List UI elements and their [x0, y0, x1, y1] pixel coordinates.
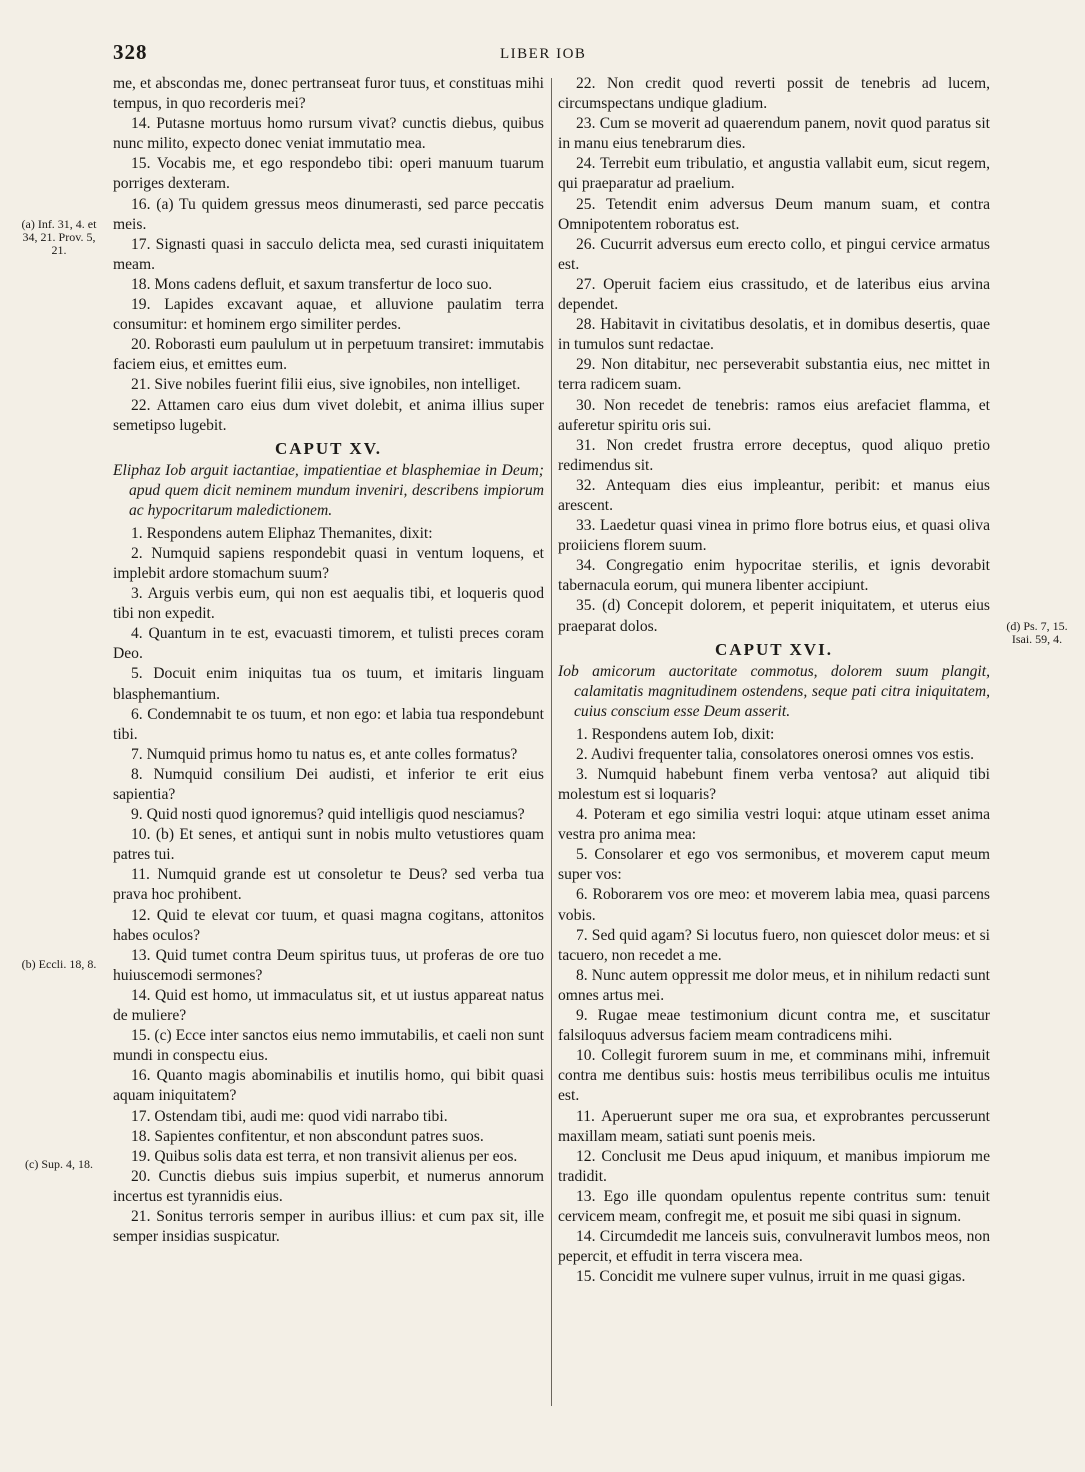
verse-15-25: 25. Tetendit enim adversus Deum manum suam, et contra Omnipotentem roboratus est. — [558, 195, 990, 233]
verse-16-14: 14. Circumdedit me lanceis suis, convulneravit lumbos meos, non pepercit, et effudit in terra viscera mea. — [558, 1228, 990, 1266]
verse-16-12: 12. Conclusit me Deus apud iniquum, et manibus impiorum me tradidit. — [558, 1147, 990, 1185]
running-title: LIBER IOB — [500, 46, 587, 62]
verse-15-28: 28. Habitavit in civitatibus desolatis, et in domibus desertis, quae in tumulos sunt redactae. — [558, 316, 990, 354]
verse-15-31: 31. Non credet frustra errore deceptus, quod aliquo pretio redimendus sit. — [558, 436, 990, 474]
verse-15-34: 34. Congregatio enim hypocritae sterilis, et ignis devorabit tabernacula eorum, qui munera libenter accipiunt. — [558, 557, 990, 595]
chapter-summary-xvi — [558, 662, 990, 722]
verse-15-2: 2. Numquid sapiens respondebit quasi in ventum loquens, et implebit ardore stomachum suum? — [113, 544, 544, 582]
verse-16-6: 6. Roborarem vos ore meo: et moverem labia mea, quasi parcens vobis. — [558, 886, 990, 924]
verse-15-10: 10. (b) Et senes, et antiqui sunt in nobis multo vetustiores quam patres tui. — [113, 826, 544, 864]
verse-16-10: 10. Collegit furorem suum in me, et comminans mihi, infremuit contra me dentibus suis: hostis meus terribilibus oculis me intuitus est. — [558, 1047, 990, 1105]
verse-16-3: 3. Numquid habebunt finem verba ventosa? aut aliquid tibi molestum est si loquaris? — [558, 765, 990, 803]
verse-15-26: 26. Cucurrit adversus eum erecto collo, et pingui cervice armatus est. — [558, 235, 990, 273]
verse-15-14: 14. Quid est homo, ut immaculatus sit, et ut iustus appareat natus de muliere? — [113, 986, 544, 1025]
verse-16-7: 7. Sed quid agam? Si locutus fuero, non quiescet dolor meus: et si tacuero, non recedet a me. — [558, 926, 990, 964]
verse-16-15: 15. Concidit me vulnere super vulnus, irruit in me quasi gigas. — [576, 1268, 966, 1286]
margin-note-b: (b) Eccli. 18, 8. — [21, 957, 97, 971]
verse-15-5: 5. Docuit enim iniquitas tua os tuum, et imitaris linguam blasphemantium. — [113, 665, 544, 703]
verse-15-24: 24. Terrebit eum tribulatio, et angustia vallabit eum, sicut regem, qui praeparatur ad praelium. — [558, 155, 990, 193]
verse-14-17: 17. Signasti quasi in sacculo delicta mea, sed curasti iniquitatem meam. — [113, 235, 544, 273]
verse-15-29: 29. Non ditabitur, nec perseverabit substantia eius, nec mittet in terra radicem suam. — [558, 356, 990, 394]
verse-15-8: 8. Numquid consilium Dei audisti, et inferior te erit eius sapientia? — [113, 765, 544, 803]
verse-15-20: 20. Cunctis diebus suis impius superbit, et numerus annorum incertus est tyrannidis eius. — [113, 1167, 544, 1205]
verse-15-33: 33. Laedetur quasi vinea in primo flore botrus eius, et quasi oliva proiiciens florem suum. — [558, 517, 990, 555]
verse-14-14: 14. Putasne mortuus homo rursum vivat? cunctis diebus, quibus nunc milito, expecto donec veniat immutatio mea. — [113, 115, 544, 153]
chapter-heading-xvi: CAPUT XVI. — [715, 639, 833, 659]
verse-15-23: 23. Cum se moverit ad quaerendum panem, novit quod paratus sit in manu eius tenebrarum dies. — [558, 115, 990, 153]
verse-15-6: 6. Condemnabit te os tuum, et non ego: et labia tua respondebunt tibi. — [113, 705, 544, 743]
verse-continuation: me, et abscondas me, donec pertranseat furor tuus, et constituas mihi tempus, in quo recorderis mei? — [113, 75, 544, 113]
verse-16-13: 13. Ego ille quondam opulentus repente contritus sum: tenuit cervicem meam, confregit me, et posuit me sibi quasi in signum. — [558, 1187, 990, 1225]
right-column — [558, 74, 990, 1287]
verse-15-21: 21. Sonitus terroris semper in auribus illius: et cum pax sit, ille semper insidias suspicatur. — [113, 1207, 544, 1246]
verse-14-15: 15. Vocabis me, et ego respondebo tibi: operi manuum tuarum porriges dexteram. — [113, 155, 544, 193]
verse-15-19: 19. Quibus solis data est terra, et non transivit alienus per eos. — [131, 1147, 518, 1165]
verse-15-18: 18. Sapientes confitentur, et non abscondunt patres suos. — [131, 1127, 484, 1145]
margin-note-d: (d) Ps. 7, 15. Isai. 59, 4. — [1006, 619, 1068, 646]
verse-16-1: 1. Respondens autem Iob, dixit: — [576, 725, 775, 743]
verse-16-2: 2. Audivi frequenter talia, consolatores onerosi omnes vos estis. — [576, 745, 974, 763]
verse-14-18: 18. Mons cadens defluit, et saxum transfertur de loco suo. — [131, 275, 493, 293]
verse-15-27: 27. Operuit faciem eius crassitudo, et de lateribus eius arvina dependet. — [558, 275, 990, 314]
verse-14-16: 16. (a) Tu quidem gressus meos dinumerasti, sed parce peccatis meis. — [113, 195, 544, 233]
verse-15-35: 35. (d) Concepit dolorem, et peperit iniquitatem, et uterus eius praeparat dolos. — [558, 597, 990, 635]
chapter-summary-text: Iob amicorum auctoritate commotus, dolorem suum plangit, calamitatis magnitudinem ostendens, seque pati citra iniquitatem, cuius conscium esse Deum asserit. — [558, 662, 990, 720]
verse-14-22: 22. Attamen caro eius dum vivet dolebit, et anima illius super semetipso lugebit. — [113, 396, 544, 434]
verse-14-20: 20. Roborasti eum paululum ut in perpetuum transiret: immutabis faciem eius, et emittes eum. — [113, 336, 544, 374]
page-number: 328 — [113, 40, 148, 64]
verse-15-3: 3. Arguis verbis eum, qui non est aequalis tibi, et loqueris quod tibi non expedit. — [113, 585, 544, 623]
verse-15-9: 9. Quid nosti quod ignoremus? quid intelligis quod nesciamus? — [131, 806, 525, 824]
verse-15-1: 1. Respondens autem Eliphaz Themanites, dixit: — [131, 524, 433, 542]
chapter-summary-xv — [113, 461, 544, 521]
left-column — [113, 74, 544, 1247]
chapter-summary-text: Eliphaz Iob arguit iactantiae, impatientiae et blasphemiae in Deum; apud quem dicit neminem mundum inveniri, describens impiorum ac hypocritarum maledictionem. — [113, 461, 544, 519]
verse-16-9: 9. Rugae meae testimonium dicunt contra me, et suscitatur falsiloquus adversus faciem meam contradicens mihi. — [558, 1007, 990, 1045]
verse-15-16: 16. Quanto magis abominabilis et inutilis homo, qui bibit quasi aquam iniquitatem? — [113, 1067, 544, 1105]
verse-15-30: 30. Non recedet de tenebris: ramos eius arefaciet flamma, et auferetur spiritu oris sui. — [558, 396, 990, 434]
verse-15-13: 13. Quid tumet contra Deum spiritus tuus, ut proferas de ore tuo huiuscemodi sermones? — [113, 946, 544, 984]
verse-15-32: 32. Antequam dies eius impleantur, peribit: et manus eius arescent. — [558, 476, 990, 514]
margin-note-c: (c) Sup. 4, 18. — [25, 1157, 93, 1171]
column-rule — [551, 78, 552, 1406]
verse-16-5: 5. Consolarer et ego vos sermonibus, et moverem caput meum super vos: — [558, 846, 990, 884]
verse-15-4: 4. Quantum in te est, evacuasti timorem, et tulisti preces coram Deo. — [113, 625, 544, 663]
verse-16-8: 8. Nunc autem oppressit me dolor meus, et in nihilum redacti sunt omnes artus mei. — [558, 966, 990, 1004]
verse-15-15: 15. (c) Ecce inter sanctos eius nemo immutabilis, et caeli non sunt mundi in conspectu eius. — [113, 1027, 544, 1065]
verse-16-11: 11. Aperuerunt super me ora sua, et exprobrantes percusserunt maxillam meam, satiati sunt poenis meis. — [558, 1107, 990, 1145]
verse-16-4: 4. Poteram et ego similia vestri loqui: atque utinam esset anima vestra pro anima mea: — [558, 806, 990, 844]
margin-note-a: (a) Inf. 31, 4. et 34, 21. Prov. 5, 21. — [21, 217, 97, 257]
verse-15-22: 22. Non credit quod reverti possit de tenebris ad lucem, circumspectans undique gladium. — [558, 75, 990, 113]
verse-15-12: 12. Quid te elevat cor tuum, et quasi magna cogitans, attonitos habes oculos? — [113, 906, 544, 944]
verse-15-17: 17. Ostendam tibi, audi me: quod vidi narrabo tibi. — [131, 1107, 448, 1125]
verse-15-7: 7. Numquid primus homo tu natus es, et ante colles formatus? — [131, 745, 518, 763]
chapter-heading-xv: CAPUT XV. — [274, 438, 383, 458]
verse-15-11: 11. Numquid grande est ut consoletur te Deus? sed verba tua prava hoc prohibent. — [113, 866, 544, 904]
verse-14-19: 19. Lapides excavant aquae, et alluvione paulatim terra consumitur: et hominem ergo similiter perdes. — [113, 296, 544, 334]
verse-14-21: 21. Sive nobiles fuerint filii eius, sive ignobiles, non intelliget. — [131, 376, 521, 394]
